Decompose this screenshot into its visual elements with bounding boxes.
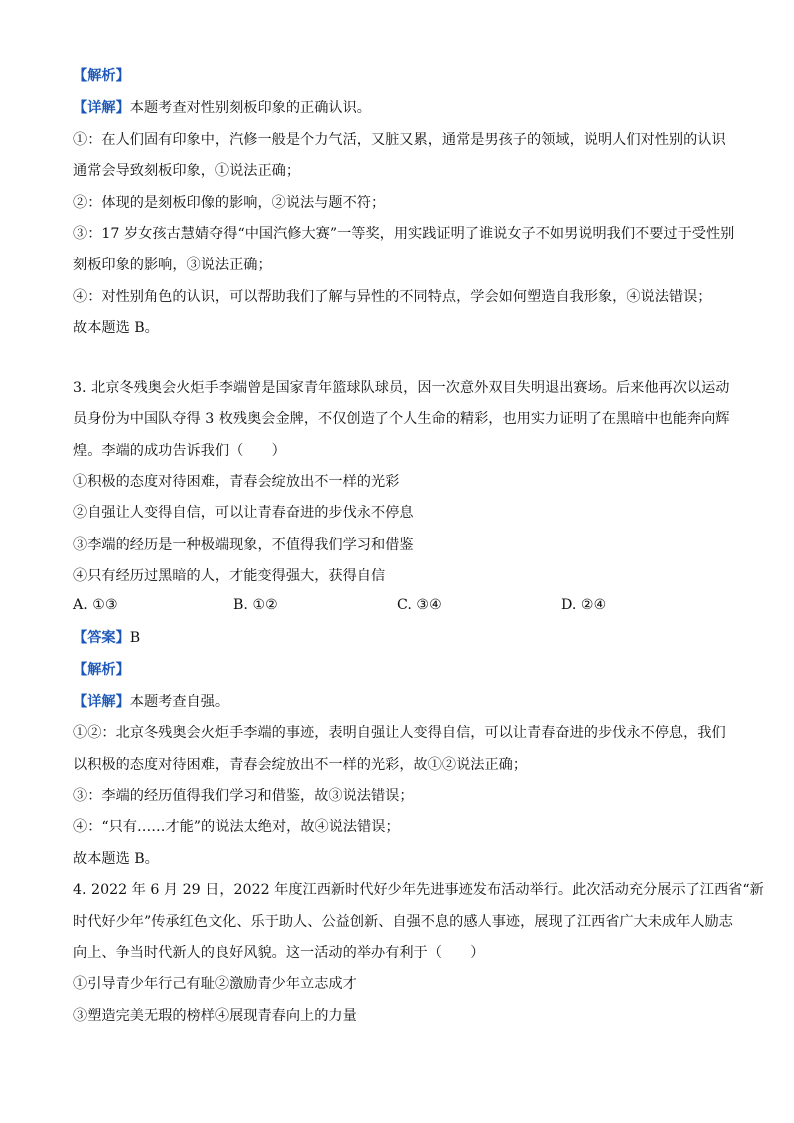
statement-item: ③李端的经历是一种极端现象，不值得我们学习和借鉴: [73, 537, 414, 553]
question-stem-line: 向上、争当时代新人的良好风貌。这一活动的举办有利于（ ）: [73, 945, 485, 961]
statement-item: ④只有经历过黑暗的人，才能变得强大，获得自信: [73, 568, 386, 584]
explanation-line: ④：“只有……才能”的说法太绝对，故④说法错误；: [73, 819, 400, 835]
question-stem-line: 4. 2022 年 6 月 29 日，2022 年度江西新时代好少年先进事迹发布活动举行。此次活动充分展示了江西省“新: [73, 882, 764, 898]
statement-item: ③塑造完美无瑕的榜样④展现青春向上的力量: [73, 1008, 357, 1024]
option-a: A. ①③: [73, 597, 118, 613]
conclusion-line: 故本题选 B。: [73, 851, 159, 867]
detail-line: 【详解】本题考查对性别刻板印象的正确认识。: [73, 100, 371, 116]
statement-item: ①引导青少年行己有耻②激励青少年立志成才: [73, 976, 357, 992]
explanation-line: ①：在人们固有印象中，汽修一般是个力气活，又脏又累，通常是男孩子的领域，说明人们对性别的认识: [73, 132, 726, 148]
question-stem-line: 员身份为中国队夺得 3 枚残奥会金牌，不仅创造了个人生命的精彩，也用实力证明了在黑暗中也能奔向辉: [73, 411, 730, 427]
answer-line: 【答案】B: [73, 630, 141, 646]
question-stem-line: 时代好少年”传承红色文化、乐于助人、公益创新、自强不息的感人事迹，展现了江西省广大未成年人励志: [73, 914, 733, 930]
question-stem-line: 3. 北京冬残奥会火炬手李端曾是国家青年篮球队球员，因一次意外双目失明退出赛场。后来他再次以运动: [73, 380, 730, 396]
statement-item: ②自强让人变得自信，可以让青春奋进的步伐永不停息: [73, 505, 414, 521]
option-d: D. ②④: [561, 597, 607, 613]
option-b: B. ①②: [233, 597, 278, 613]
explanation-line: ③：李端的经历值得我们学习和借鉴，故③说法错误；: [73, 788, 414, 804]
analysis-heading: 【解析】: [73, 662, 130, 678]
explanation-line: 刻板印象的影响，③说法正确；: [73, 257, 272, 273]
explanation-line: 以积极的态度对待困难，青春会绽放出不一样的光彩，故①②说法正确；: [73, 757, 528, 773]
answer-options: [73, 597, 733, 617]
explanation-line: 通常会导致刻板印象，①说法正确；: [73, 163, 301, 179]
option-c: C. ③④: [397, 597, 442, 613]
analysis-heading: 【解析】: [73, 68, 130, 84]
statement-item: ①积极的态度对待困难，青春会绽放出不一样的光彩: [73, 474, 400, 490]
explanation-line: ②：体现的是刻板印像的影响，②说法与题不符；: [73, 195, 386, 211]
explanation-line: ③：17 岁女孩古慧婧夺得“中国汽修大赛”一等奖，用实践证明了谁说女子不如男说明我们不要过于受性别: [73, 226, 735, 242]
detail-line: 【详解】本题考查自强。: [73, 694, 230, 710]
question-stem-line: 煌。李端的成功告诉我们（ ）: [73, 443, 286, 459]
conclusion-line: 故本题选 B。: [73, 320, 159, 336]
explanation-line: ①②：北京冬残奥会火炬手李端的事迹，表明自强让人变得自信，可以让青春奋进的步伐永不停息，我们: [73, 725, 726, 741]
explanation-line: ④：对性别角色的认识，可以帮助我们了解与异性的不同特点，学会如何塑造自我形象，④说法错误；: [73, 289, 712, 305]
